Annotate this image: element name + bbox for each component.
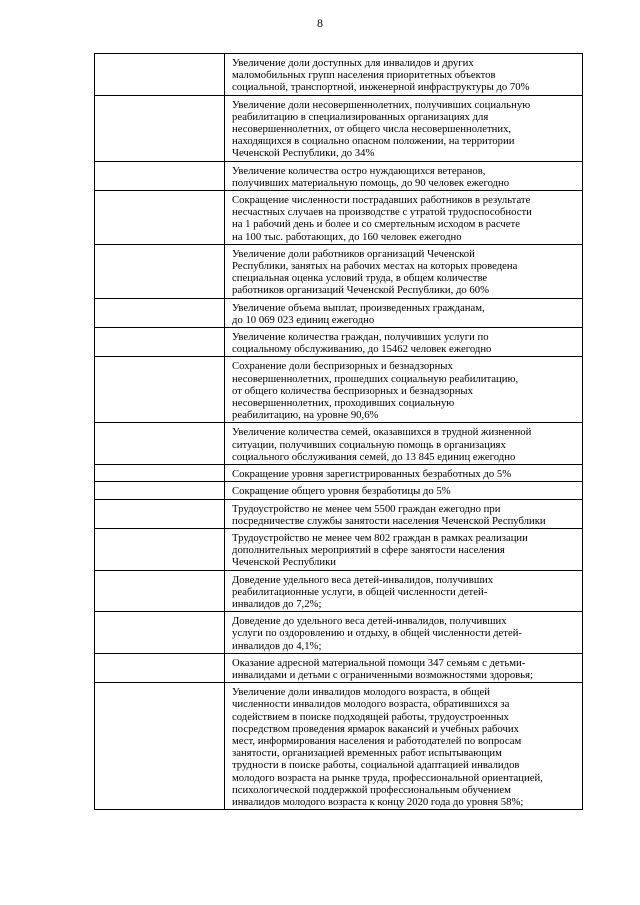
empty-cell [94, 423, 225, 464]
indicator-text-line: Сохранение доли беспризорных и безнадзорных [232, 360, 453, 373]
indicator-cell [225, 465, 583, 481]
indicator-cell [225, 612, 583, 653]
indicator-text-line: Оказание адресной материальной помощи 347 семьям с детьми- [232, 656, 526, 669]
empty-cell [94, 683, 225, 809]
indicator-text-line: трудности в поиске работы, социальной адаптацией инвалидов [232, 759, 520, 772]
indicator-text-line: социальному обслуживанию, до 15462 человек ежегодно [232, 343, 492, 356]
indicator-cell [225, 683, 583, 809]
indicator-text-line: социального обслуживания семей, до 13 845 единиц ежегодно [232, 450, 516, 463]
table-row [94, 654, 583, 683]
indicator-text-line: реабилитационные услуги, в общей численности детей- [232, 585, 488, 598]
indicator-text-line: содействием в поиске подходящей работы, трудоустроенных [232, 710, 509, 723]
indicator-cell [225, 299, 583, 327]
table-row [94, 96, 583, 162]
indicator-cell [225, 423, 583, 464]
indicator-text-line: ситуации, получивших социальную помощь в организациях [232, 438, 506, 451]
indicator-text-line: на 100 тыс. работающих, до 160 человек ежегодно [232, 230, 462, 243]
empty-cell [94, 245, 225, 298]
indicator-text-line: Трудоустройство не менее чем 5500 граждан ежегодно при [232, 502, 501, 515]
empty-cell [94, 96, 225, 161]
table-row [94, 482, 583, 499]
indicator-text-line: занятости, организацией временных работ испытывающим [232, 747, 502, 760]
indicator-cell [225, 500, 583, 528]
table-row [94, 162, 583, 191]
table-row [94, 299, 583, 328]
indicator-text-line: маломобильных групп населения приоритетных объектов [232, 69, 496, 82]
table-row [94, 683, 583, 810]
indicator-text-line: социальной, транспортной, инженерной инфраструктуры до 70% [232, 81, 530, 94]
indicator-text-line: получивших материальную помощь, до 90 человек ежегодно [232, 176, 510, 189]
indicator-text-line: Увеличение количества остро нуждающихся ветеранов, [232, 164, 486, 177]
empty-cell [94, 357, 225, 422]
indicator-text-line: Чеченской Республики, до 34% [232, 147, 375, 160]
indicator-text-line: Чеченской Республики [232, 556, 337, 569]
indicator-text-line: Сокращение общего уровня безработицы до 5% [232, 485, 451, 498]
indicator-text-line: несчастных случаев на производстве с утратой трудоспособности [232, 206, 532, 219]
empty-cell [94, 612, 225, 653]
indicator-cell [225, 482, 583, 498]
table-row [94, 328, 583, 357]
indicator-text-line: инвалидов молодого возраста к концу 2020 года до уровня 58%; [232, 795, 524, 808]
page-number: 8 [317, 16, 323, 30]
indicator-text-line: работников организаций Чеченской Республики, до 60% [232, 284, 489, 297]
indicator-text-line: находящихся в социально опасном положении, на территории [232, 135, 515, 148]
indicator-text-line: специальная оценка условий труда, в общем количестве [232, 272, 488, 285]
indicator-text-line: психологической поддержкой профессиональным обучением [232, 783, 511, 796]
indicator-text-line: несовершеннолетних, прошедших социальную реабилитацию, [232, 372, 519, 385]
table-row [94, 245, 583, 299]
indicator-cell [225, 357, 583, 422]
table-row [94, 54, 583, 96]
indicator-text-line: Увеличение доли инвалидов молодого возраста, в общей [232, 686, 490, 699]
empty-cell [94, 482, 225, 498]
indicator-cell [225, 191, 583, 244]
indicator-text-line: инвалидами и детьми с ограниченными возможностями здоровья; [232, 668, 533, 681]
indicator-text-line: несовершеннолетних, проходивших социальную [232, 397, 455, 410]
table-row [94, 423, 583, 465]
indicator-cell [225, 529, 583, 570]
indicator-text-line: Увеличение количества граждан, получивших услуги по [232, 331, 489, 344]
indicator-cell [225, 54, 583, 95]
table-row [94, 612, 583, 654]
empty-cell [94, 465, 225, 481]
indicator-text-line: Доведение удельного веса детей-инвалидов, получивших [232, 573, 494, 586]
table-row [94, 500, 583, 529]
indicator-text-line: посредничестве службы занятости населения Чеченской Республики [232, 514, 546, 527]
indicator-text-line: несовершеннолетних, от общего числа несовершеннолетних, [232, 123, 512, 136]
indicator-text-line: инвалидов до 4,1%; [232, 639, 322, 652]
indicator-text-line: Увеличение доли работников организаций Чеченской [232, 247, 475, 260]
indicator-text-line: Увеличение доли несовершеннолетних, получивших социальную [232, 98, 531, 111]
table-row [94, 571, 583, 613]
indicator-text-line: Доведение до удельного веса детей-инвалидов, получивших [232, 615, 507, 628]
indicator-text-line: Увеличение объема выплат, произведенных гражданам, [232, 301, 485, 314]
indicator-cell [225, 654, 583, 682]
indicator-text-line: посредством проведения ярмарок вакансий и учебных рабочих [232, 722, 519, 735]
empty-cell [94, 328, 225, 356]
empty-cell [94, 654, 225, 682]
indicator-cell [225, 162, 583, 190]
indicator-cell [225, 571, 583, 612]
indicator-text-line: Сокращение численности пострадавших работников в результате [232, 194, 531, 207]
table-row [94, 529, 583, 571]
empty-cell [94, 500, 225, 528]
table-row [94, 465, 583, 482]
indicator-text-line: молодого возраста на рынке труда, профессиональной ориентацией, [232, 771, 543, 784]
indicator-text-line: Трудоустройство не менее чем 802 граждан в рамках реализации [232, 531, 528, 544]
indicator-text-line: реабилитацию, на уровне 90,6% [232, 409, 379, 422]
indicator-text-line: численности инвалидов молодого возраста, обратившихся за [232, 698, 510, 711]
indicator-cell [225, 245, 583, 298]
indicator-text-line: услуги по оздоровлению и отдыху, в общей численности детей- [232, 627, 522, 640]
indicator-text-line: реабилитацию в специализированных организациях для [232, 110, 489, 123]
empty-cell [94, 191, 225, 244]
indicator-text-line: Сокращение уровня зарегистрированных безработных до 5% [232, 468, 512, 481]
indicator-text-line: инвалидов до 7,2%; [232, 597, 322, 610]
empty-cell [94, 162, 225, 190]
empty-cell [94, 54, 225, 95]
indicator-text-line: Увеличение количества семей, оказавшихся в трудной жизненной [232, 426, 532, 439]
indicator-text-line: на 1 рабочий день и более и со смертельным исходом в расчете [232, 218, 520, 231]
indicator-text-line: до 10 069 023 единиц ежегодно [232, 313, 375, 326]
table-row [94, 191, 583, 245]
table-row [94, 357, 583, 423]
indicator-text-line: Республики, занятых на рабочих местах на которых проведена [232, 260, 518, 273]
indicators-table [94, 53, 583, 810]
empty-cell [94, 571, 225, 612]
indicator-text-line: мест, информирования населения и работодателей по вопросам [232, 734, 522, 747]
indicator-text-line: от общего количества беспризорных и безнадзорных [232, 384, 473, 397]
indicator-cell [225, 328, 583, 356]
empty-cell [94, 299, 225, 327]
indicator-text-line: дополнительных мероприятий в сфере занятости населения [232, 544, 505, 557]
indicator-text-line: Увеличение доли доступных для инвалидов и других [232, 57, 474, 69]
indicator-cell [225, 96, 583, 161]
empty-cell [94, 529, 225, 570]
